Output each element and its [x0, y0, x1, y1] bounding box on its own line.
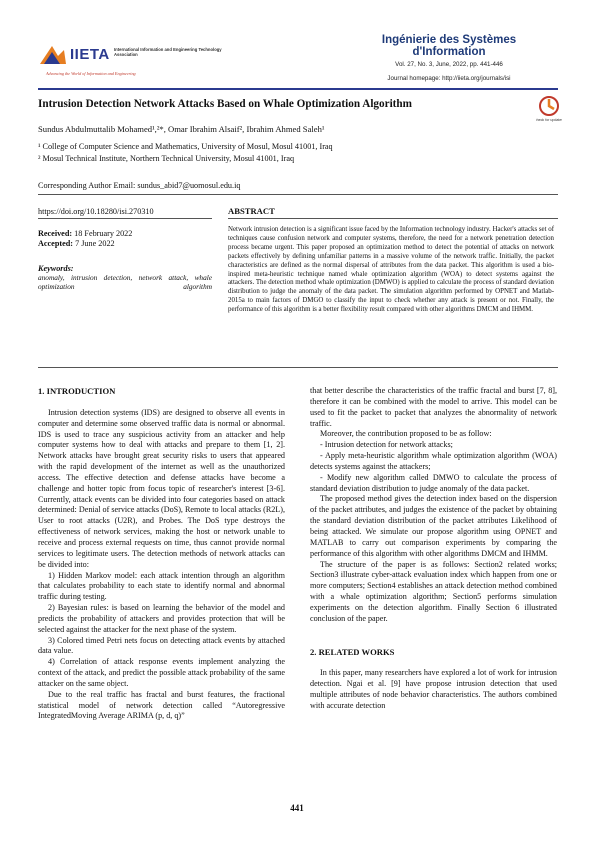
logo-text: IIETA — [70, 46, 110, 63]
divider — [38, 367, 558, 368]
journal-header — [344, 34, 554, 82]
divider — [38, 218, 212, 219]
divider — [228, 218, 558, 219]
paragraph: - Apply meta-heuristic algorithm whale optimization algorithm (WOA) detects systems against the attackers; — [310, 451, 557, 471]
logo-subtitle: International Information and Engineering Technology Association — [114, 47, 222, 57]
paragraph: Intrusion detection systems (IDS) are designed to observe all events in computer and determine some observed traffic data is normal or abnormal. IDS is used to trace any suspicious activity from an attacker and help computer systems how to deal with attacks and prepare to them [1, 2]. Network attacks have brought great security risks to users that appeared with the rapid development of the internet as well as the unauthorized access. The effective detection and defense attacks have become a challenge and hotter topic from focus topic of researcher's interest [3-6]. Currently, attack events can be divided into four categories based on attack determined: Denial of service attacks (DoS), Remote to local attacks (R2L), User to root attacks (U2R), and Probes. The DoS type destroys the effectiveness of network services, making the host or network unable to receive and process external requests on time, thus cannot provide normal services to legitimate users. The detection methods of network attacks can be divided into: — [38, 407, 285, 569]
keywords-heading: Keywords: — [38, 264, 74, 273]
paragraph: - Modify new algorithm called DMWO to calculate the process of standard deviation distribution to judge anomaly of the data packet. — [310, 472, 557, 493]
author-list: Sundus Abdulmuttalib Mohamed¹,²*, Omar Ibrahim Alsaif², Ibrahim Ahmed Saleh¹ — [38, 124, 325, 134]
section-heading: 1. INTRODUCTION — [38, 386, 116, 396]
check-for-updates-badge[interactable] — [536, 96, 562, 124]
logo-tagline: Advancing the World of Information and Engineering — [46, 71, 136, 76]
journal-title: Ingénierie des Systèmes d'Information — [381, 34, 517, 58]
abstract-heading: ABSTRACT — [228, 206, 275, 216]
paragraph: 3) Colored timed Petri nets focus on detecting attack events by attached data value. — [38, 635, 285, 656]
received-date: Received: 18 February 2022 — [38, 229, 133, 238]
journal-issue: Vol. 27, No. 3, June, 2022, pp. 441-446 — [395, 61, 503, 68]
publisher-logo — [38, 38, 222, 80]
header-rule — [38, 88, 558, 90]
paragraph: 4) Correlation of attack response events implement analyzing the context of the attack, and predict the possible attack probability of the same attacker on the same object. — [38, 657, 285, 688]
paragraph: - Intrusion detection for network attacks; — [320, 440, 453, 450]
journal-homepage[interactable]: Journal homepage: http://iieta.org/journals/isi — [387, 75, 511, 82]
affiliation-1: ¹ College of Computer Science and Mathematics, University of Mosul, Mosul 41001, Iraq — [38, 142, 333, 151]
affiliation-2: ² Mosul Technical Institute, Northern Technical University, Mosul 41001, Iraq — [38, 154, 295, 163]
page-number: 441 — [290, 803, 304, 813]
divider — [38, 194, 558, 195]
left-column — [38, 386, 285, 722]
abstract-text: Network intrusion detection is a significant issue faced by the Information technology industry. Hacker's attacks set of techniques cause confusion network and computer systems, therefore, the need for a network penetration detection process became urgent. This paper proposed an optimization method to detect the potential of attacks on network packets effectively by defining unfamiliar patterns in a massive volume of the network traffic. Initially, the packet characteristics are defined as the normal dispersal of attributes from the data packet. This algorithm is used a bio-inspired meta-heuristic technique named whale optimization algorithm (WOA) to detect systems against the attackers. The detection method whale optimization (DMWO) is applied to calculate the process of standard deviation distribution to judge the anomaly of the data packet. The simulation algorithm performed by OPNET and Matlab-2015a to main factors of DMGO to classify the input to check whether any attack is present or not. Finally, the performance of this algorithm is a better flexibility result compared with other algorithms DMCM and IHMM. — [228, 226, 554, 314]
paragraph: 1) Hidden Markov model: each attack intention through an algorithm that calculates probability to each state to identify normal and abnormal traffic during testing. — [38, 570, 285, 602]
paragraph: Due to the real traffic has fractal and burst features, the fractional statistical model of network detection called “Autoregressive IntegratedMoving Average ARIMA (p, d, q)” — [38, 689, 285, 721]
doi-link[interactable]: https://doi.org/10.18280/isi.270310 — [38, 207, 154, 216]
accepted-date: Accepted: 7 June 2022 — [38, 239, 115, 248]
paragraph: 2) Bayesian rules: is based on learning the behavior of the model and predicts the probability of attackers and provides protection that will be selected against the attacker for the next phase of the system. — [38, 603, 285, 634]
paragraph: The structure of the paper is as follows: Section2 related works; Section3 illustrate cyber-attack evaluation index which happen from one or more computers; Section4 establishes an attack detection method combined with a whale optimization algorithm; Section5 performs simulation experiments on the detection algorithm. Finally Section 6 illustrated conclusion of the paper. — [310, 559, 557, 623]
keywords: anomaly, intrusion detection, network attack, whale optimization algorithm — [38, 273, 212, 292]
right-column — [310, 386, 557, 712]
paragraph: that better describe the characteristics of the traffic fractal and burst [7, 8], therefore it can be combined with the model to arrive. This model can be used to fit the packet to packet that analyzes the abnormality of network traffic. — [310, 386, 557, 428]
svg-text:check for updates: check for updates — [536, 118, 562, 122]
section-heading: 2. RELATED WORKS — [310, 646, 395, 657]
paragraph: The proposed method gives the detection index based on the dispersion of the packet attributes, and judges the existence of the packet by obtaining the standard deviation distribution of the packet attributes Likelihood of being attacked. We simulate our propose algorithm using OPNET and MATLAB to carry out comparison experiments by comparing the performance of this algorithm with other algorithms DMCM and IHMM. — [310, 494, 557, 558]
paragraph: Moreover, the contribution proposed to be as follow: — [320, 429, 492, 439]
corresponding-author: Corresponding Author Email: sundus_abid7@uomosul.edu.iq — [38, 181, 241, 190]
check-for-updates-icon — [536, 96, 562, 124]
paper-title: Intrusion Detection Network Attacks Based on Whale Optimization Algorithm — [38, 98, 412, 110]
iieta-logo-icon — [38, 42, 68, 70]
paragraph: In this paper, many researchers have explored a lot of work for intrusion detection. Ngai et al. [9] have propose intrusion detection that used multiple attributes of node behavior characteristics. The authors combined with accurate detection — [310, 668, 557, 710]
